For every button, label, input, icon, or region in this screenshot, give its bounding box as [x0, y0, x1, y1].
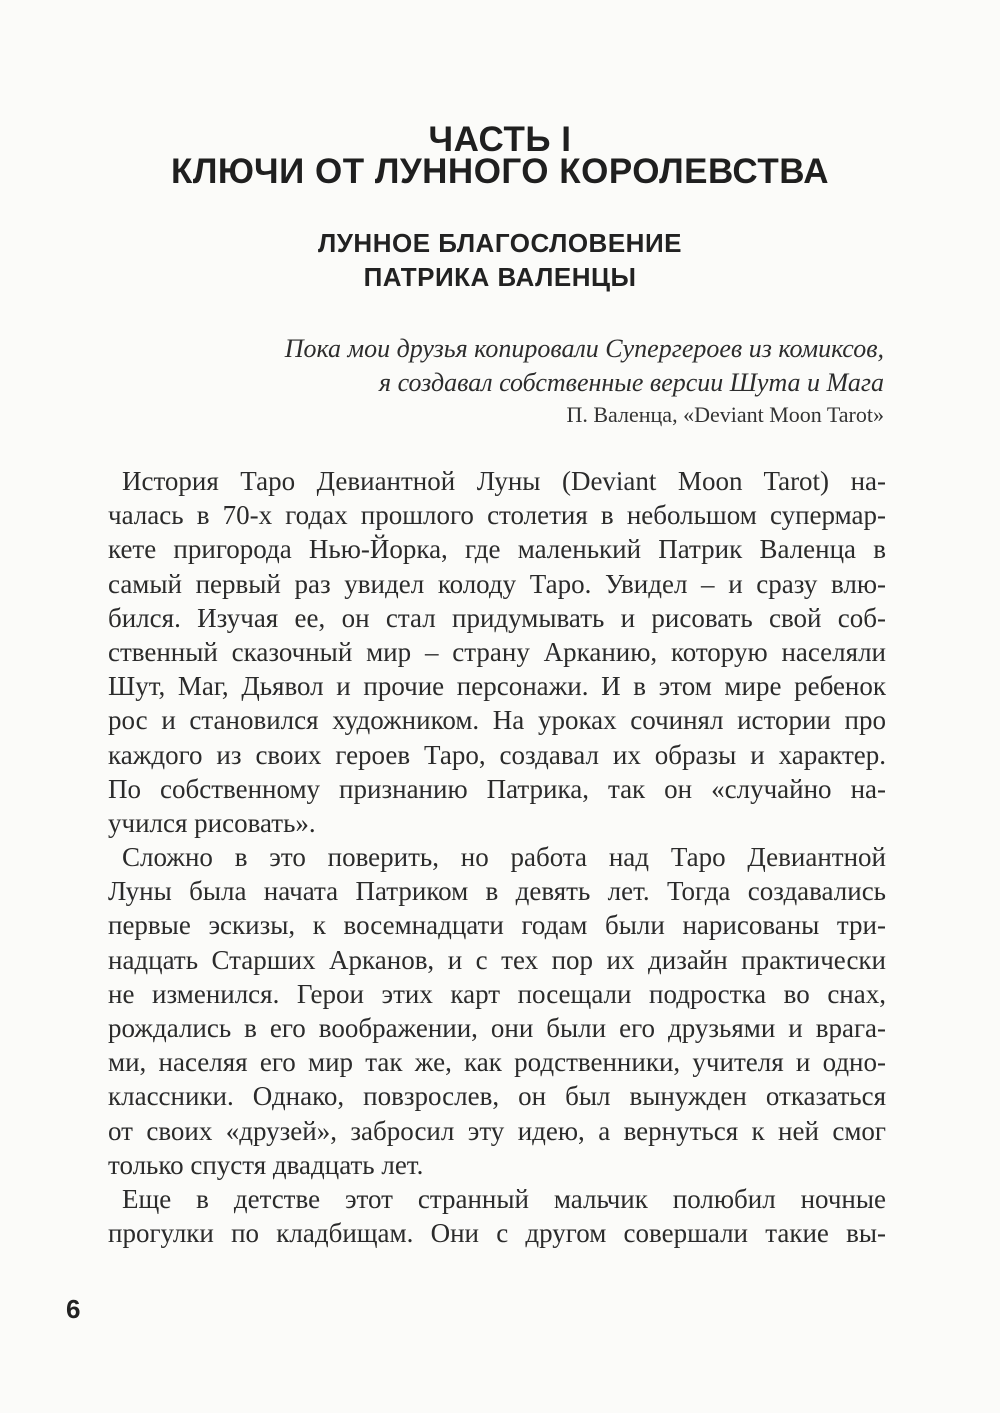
- epigraph-line2: я создавал собственные версии Шута и Мага: [379, 368, 884, 397]
- chapter-title-line2: ПАТРИКА ВАЛЕНЦЫ: [363, 262, 637, 292]
- epigraph-attribution: П. Валенца, «Deviant Moon Tarot»: [566, 402, 884, 427]
- body-line: первые эскизы, к восемнадцати годам были нарисованы три-: [108, 910, 886, 941]
- body-line: ми, населяя его мир так же, как родственники, учителя и одно-: [108, 1047, 886, 1078]
- body-line: надцать Старших Арканов, и с тех пор их дизайн практически: [108, 944, 886, 975]
- body-line: ственный сказочный мир – страну Арканию, которую населяли: [108, 636, 886, 667]
- body-text: [108, 464, 886, 1250]
- body-line: чалась в 70-х годах прошлого столетия в небольшом супермар-: [108, 500, 886, 531]
- part-subtitle: КЛЮЧИ ОТ ЛУННОГО КОРОЛЕВСТВА: [170, 152, 830, 191]
- body-line: прогулки по кладбищам. Они с другом совершали такие вы-: [108, 1218, 886, 1249]
- part-title: ЧАСТЬ I: [428, 120, 572, 159]
- body-line: только спустя двадцать лет.: [108, 1149, 424, 1180]
- body-line: учился рисовать».: [108, 807, 316, 838]
- page-number: 6: [66, 1294, 81, 1324]
- epigraph-line1: Пока мои друзья копировали Супергероев из комиксов,: [284, 334, 884, 363]
- body-line: рос и становился художником. На уроках сочинял истории про: [108, 705, 886, 736]
- body-line: не изменился. Герои этих карт посещали подростка во снах,: [108, 978, 886, 1009]
- body-line: Еще в детстве этот странный мальчик полюбил ночные: [122, 1183, 886, 1214]
- body-line: рождались в его воображении, они были его друзьями и врага-: [108, 1013, 886, 1043]
- body-line: кете пригорода Нью-Йорка, где маленький Патрик Валенца в: [108, 534, 886, 565]
- body-line: классники. Однако, повзрослев, он был вынужден отказаться: [108, 1081, 886, 1112]
- body-line: каждого из своих героев Таро, создавал их образы и характер.: [108, 739, 886, 770]
- body-line: По собственному признанию Патрика, так он «случайно на-: [108, 773, 886, 804]
- body-line: Сложно в это поверить, но работа над Таро Девиантной: [122, 842, 886, 873]
- body-line: бился. Изучая ее, он стал придумывать и рисовать свой соб-: [108, 602, 886, 633]
- body-line: от своих «друзей», забросил эту идею, а вернуться к ней смог: [108, 1115, 886, 1146]
- body-line: История Таро Девиантной Луны (Deviant Moon Tarot) на-: [122, 466, 886, 496]
- body-line: Шут, Маг, Дьявол и прочие персонажи. И в этом мире ребенок: [108, 671, 886, 702]
- body-line: Луны была начата Патриком в девять лет. Тогда создавались: [108, 876, 886, 907]
- body-line: самый первый раз увидел колоду Таро. Увидел – и сразу влю-: [108, 568, 886, 599]
- chapter-title-line1: ЛУННОЕ БЛАГОСЛОВЕНИЕ: [318, 228, 682, 258]
